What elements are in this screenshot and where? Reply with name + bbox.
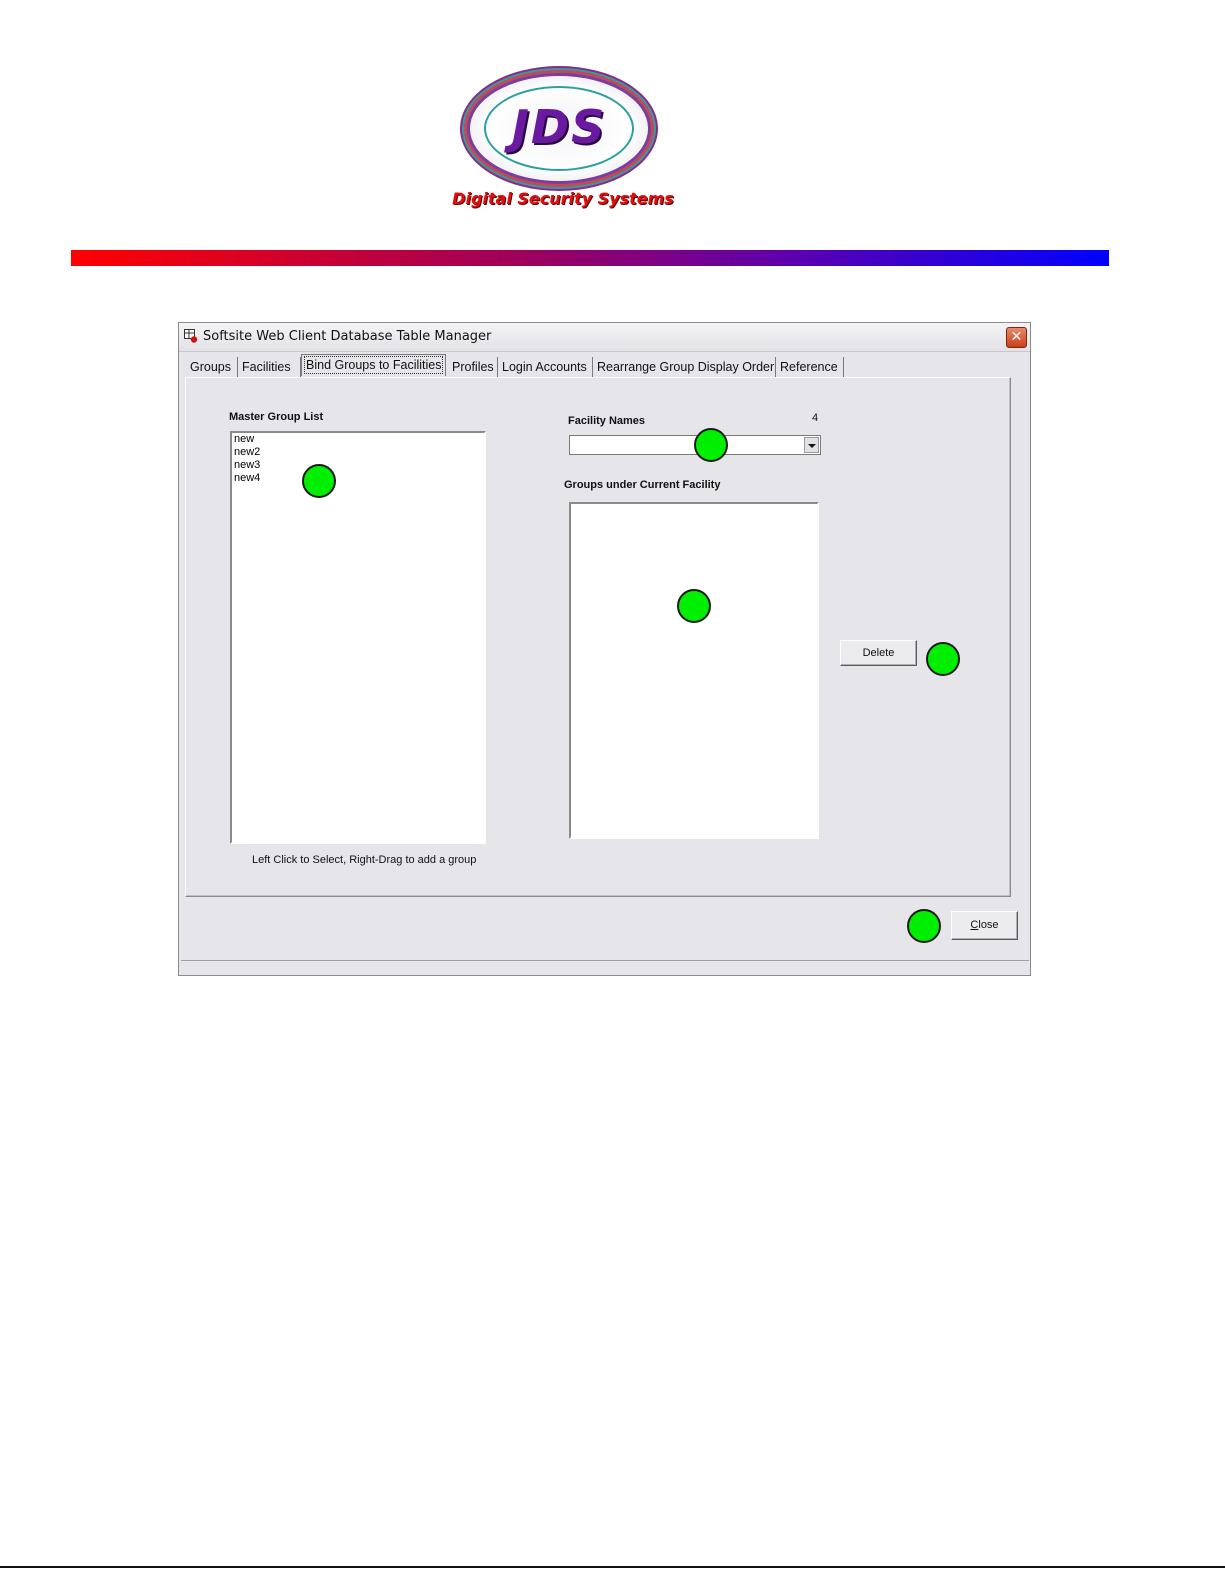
logo-text: JDS: [511, 100, 607, 154]
close-button-mnemonic: C: [970, 919, 979, 931]
annotation-marker-master-list: [302, 464, 336, 498]
annotation-marker-delete: [926, 642, 960, 676]
tab-profiles[interactable]: [448, 357, 498, 378]
annotation-marker-close: [907, 909, 941, 943]
facility-names-label: Facility Names: [568, 415, 646, 427]
tab-login-accounts[interactable]: [498, 357, 593, 378]
tab-bind-groups-to-facilities[interactable]: [301, 354, 446, 376]
annotation-marker-facility-dropdown: [694, 428, 728, 462]
close-button[interactable]: [951, 911, 1018, 940]
jds-logo: [448, 72, 678, 212]
window-title: Softsite Web Client Database Table Manager: [203, 329, 492, 344]
chevron-down-icon[interactable]: [804, 437, 819, 453]
logo-oval: [470, 76, 648, 181]
database-table-manager-window: [178, 322, 1031, 976]
header-gradient-bar: [71, 250, 1109, 266]
master-group-list[interactable]: [230, 431, 486, 844]
master-group-list-label: Master Group List: [229, 411, 324, 423]
master-group-hint: Left Click to Select, Right-Drag to add a group: [252, 854, 477, 866]
delete-button[interactable]: Delete: [840, 640, 917, 666]
master-group-item[interactable]: new4: [234, 472, 261, 484]
groups-under-facility-label: Groups under Current Facility: [564, 479, 721, 491]
tab-bind-groups-label: Bind Groups to Facilities: [306, 358, 442, 372]
facility-count: 4: [812, 412, 819, 424]
close-button-label: lose: [978, 919, 999, 931]
tab-facilities-label: Facilities: [242, 360, 291, 374]
tab-groups-label: Groups: [190, 360, 231, 374]
tab-rearrange-label: Rearrange Group Display Order: [597, 360, 775, 374]
master-group-item[interactable]: new2: [234, 446, 261, 458]
tab-groups[interactable]: [186, 357, 238, 378]
window-titlebar[interactable]: [179, 323, 1030, 352]
annotation-marker-groups-list: [677, 589, 711, 623]
tab-reference[interactable]: [776, 357, 844, 378]
tab-facilities[interactable]: [238, 357, 301, 378]
groups-under-facility-list[interactable]: [569, 502, 819, 839]
table-manager-icon: [184, 329, 198, 343]
tab-rearrange-group-display-order[interactable]: [593, 357, 776, 378]
page-footer-rule: [0, 1566, 1225, 1568]
close-icon[interactable]: ✕: [1006, 327, 1027, 348]
master-group-item[interactable]: new: [234, 433, 255, 445]
status-bar: [181, 960, 1029, 974]
tab-login-accounts-label: Login Accounts: [502, 360, 587, 374]
tab-profiles-label: Profiles: [452, 360, 494, 374]
tab-reference-label: Reference: [780, 360, 838, 374]
logo-tagline: Digital Security Systems: [452, 189, 674, 208]
master-group-item[interactable]: new3: [234, 459, 261, 471]
